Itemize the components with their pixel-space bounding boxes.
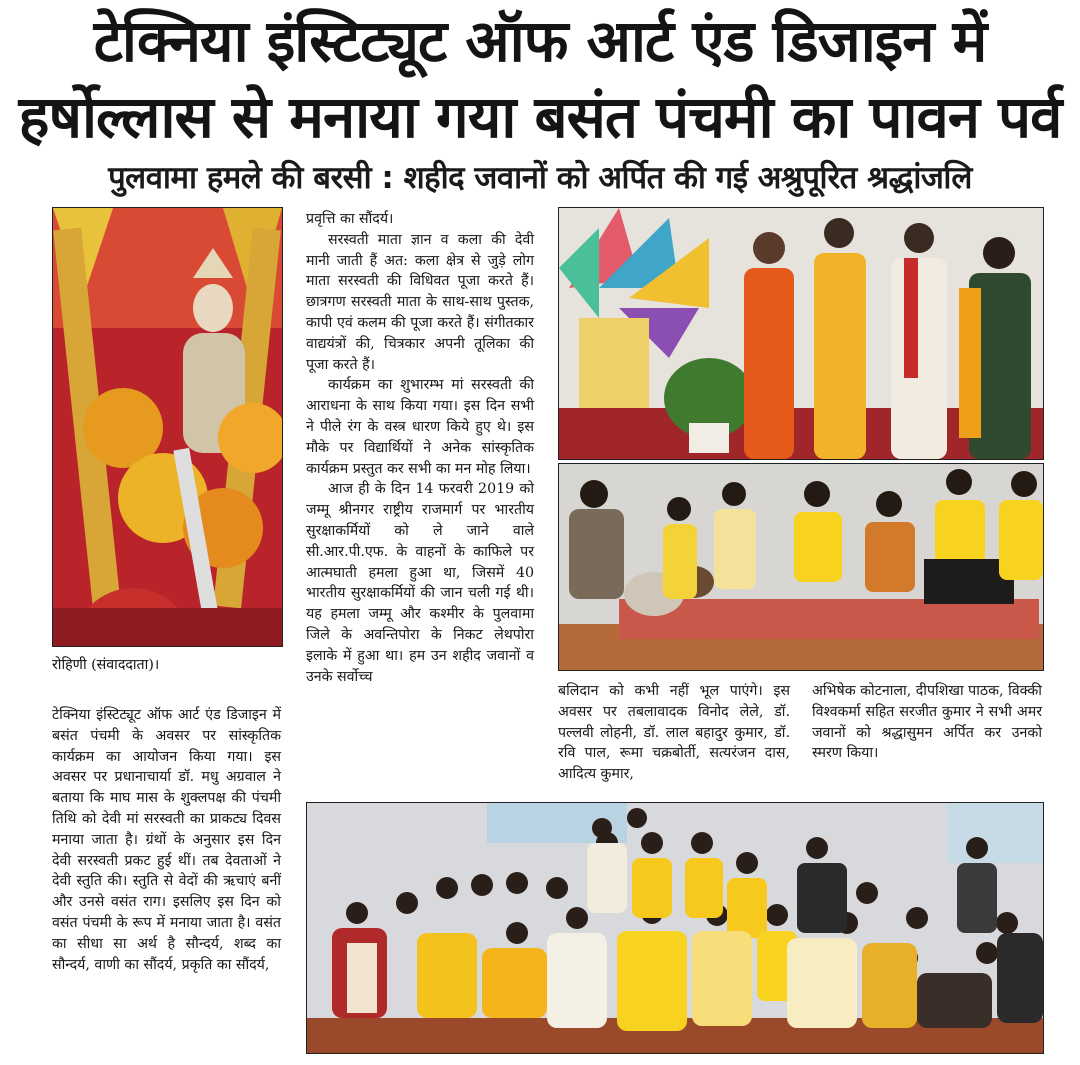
headline-line-1: टेक्निया इंस्टिट्यूट ऑफ आर्ट एंड डिजाइन में [93,7,987,75]
headline-line-2: हर्षोल्लास से मनाया गया बसंत पंचमी का पावन पर्व [18,83,1062,151]
article-column-1 [52,705,281,975]
col2-paragraph-4: आज ही के दिन 14 फरवरी 2019 को जम्मू श्रीनगर राष्ट्रीय राजमार्ग पर भारतीय सुरक्षाकर्मियों को ले जाने वाले सी.आर.पी.एफ. के वाहनों के काफिले पर आत्मघाती हमला हुआ था, जिसमें 40 भारतीय सुरक्षाकर्मियों की जान चली गई थी। यह हमला जम्मू और कश्मीर के पुलवामा जिले के अवन्तिपोरा के निकट लेथपोरा इलाके में हुआ था। हम उन शहीद जवानों व उनके सर्वोच्च [306,481,534,685]
article-column-2 [306,209,534,687]
col3-paragraph: बलिदान को कभी नहीं भूल पाएंगे। इस अवसर पर तबलावादक विनोद लेले, डॉ. पल्लवी लोहनी, डॉ. लाल बहादुर कुमार, डॉ. रवि पाल, रूमा चक्रबोर्ती, सत्यरंजन दास, आदित्य कुमार, [558,683,790,783]
col2-paragraph-3: कार्यक्रम का शुभारम्भ मां सरस्वती की आराधना के साथ किया गया। इस दिन सभी ने पीले रंग के वस्त्र धारण किये हुए थे। इस मौके पर विद्यार्थियों ने अनेक सांस्कृतिक कार्यक्रम प्रस्तुत कर सभी का मन मोह लिया। [306,377,534,477]
col2-paragraph-2: सरस्वती माता ज्ञान व कला की देवी मानी जाती हैं अत: कला क्षेत्र से जुड़े लोग माता सरस्वती की विधिवत पूजा करते हैं। छात्रगण सरस्वती माता के साथ-साथ पुस्तक, कापी एवं कलम की पूजा करते हैं। संगीतकार वाद्ययंत्रों की, चित्रकार अपनी तूलिका की पूजा करते हैं। [306,231,534,373]
students-group-photo [306,802,1044,1054]
article-column-3 [558,681,790,785]
music-performance-photo [558,463,1044,671]
faculty-group-photo [558,207,1044,460]
photo-caption: रोहिणी (संवाददाता)। [52,657,160,673]
subheadline: पुलवामा हमले की बरसी : शहीद जवानों को अर्पित की गई अश्रुपूरित श्रद्धांजलि [108,160,972,196]
col2-paragraph-1: प्रवृत्ति का सौंदर्य। [306,211,394,227]
saraswati-idol-photo [52,207,283,647]
article-column-4 [812,681,1042,764]
col1-paragraph: टेक्निया इंस्टिट्यूट ऑफ आर्ट एंड डिजाइन में बसंत पंचमी के अवसर पर सांस्कृतिक कार्यक्रम का आयोजन किया गया। इस अवसर पर प्रधानाचार्या डॉ. मधु अग्रवाल ने बताया कि माघ मास के शुक्लपक्ष की पंचमी तिथि को देवी मां सरस्वती का प्राकट्य दिवस मनाया जाता है। ग्रंथों के अनुसार इस दिन देवी सरस्वती प्रकट हुई थीं। तब देवताओं ने देवी स्तुति की। स्तुति से वेदों की ऋचाएं बनीं और उनसे वसंत राग। इसलिए इस दिन को वसंत पंचमी के रूप में मनाया जाता है। वसंत का सीधा सा अर्थ है सौन्दर्य, शब्द का सौन्दर्य, वाणी का सौंदर्य, प्रकृति का सौंदर्य, [52,707,281,973]
col4-paragraph: अभिषेक कोटनाला, दीपशिखा पाठक, विक्की विश्वकर्मा सहित सरजीत कुमार ने सभी अमर जवानों को श्रद्धासुमन अर्पित कर उनको स्मरण किया। [812,683,1042,762]
